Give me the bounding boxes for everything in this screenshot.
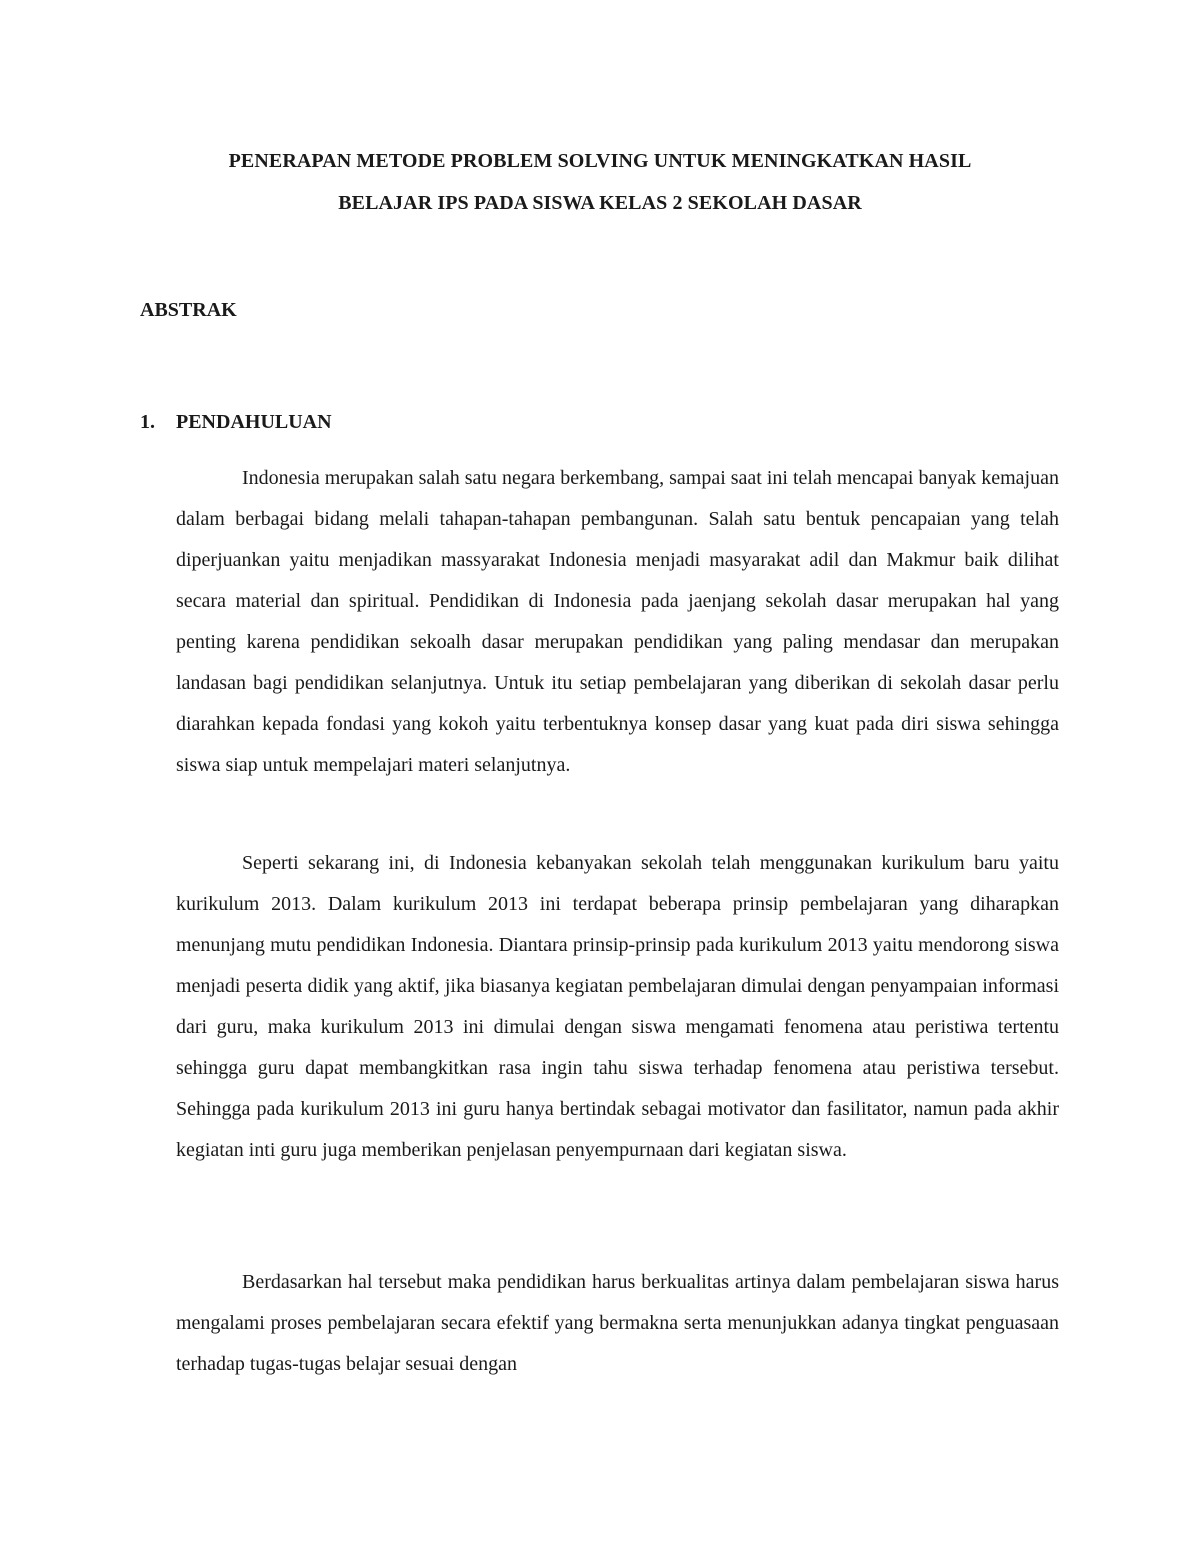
section-title: PENDAHULUAN	[176, 411, 332, 433]
title-line-2: BELAJAR IPS PADA SISWA KELAS 2 SEKOLAH DASAR	[338, 192, 862, 214]
section-heading	[140, 408, 332, 436]
paragraph-1: Indonesia merupakan salah satu negara berkembang, sampai saat ini telah mencapai banyak kemajuan dalam berbagai bidang melali tahapan-tahapan pembangunan. Salah satu bentuk pencapaian yang telah diperjuankan yaitu menjadikan massyarakat Indonesia menjadi masyarakat adil dan Makmur baik dilihat secara material dan spiritual. Pendidikan di Indonesia pada jaenjang sekolah dasar merupakan hal yang penting karena pendidikan sekoalh dasar merupakan pendidikan yang paling mendasar dan merupakan landasan bagi pendidikan selanjutnya. Untuk itu setiap pembelajaran yang diberikan di sekolah dasar perlu diarahkan kepada fondasi yang kokoh yaitu terbentuknya konsep dasar yang kuat pada diri siswa sehingga siswa siap untuk mempelajari materi selanjutnya.	[176, 467, 1059, 776]
section-number: 1.	[140, 411, 155, 433]
abstract-heading: ABSTRAK	[140, 299, 237, 321]
paragraph-3: Berdasarkan hal tersebut maka pendidikan harus berkualitas artinya dalam pembelajaran siswa harus mengalami proses pembelajaran secara efektif yang bermakna serta menunjukkan adanya tingkat penguasaan terhadap tugas-tugas belajar sesuai dengan	[176, 1271, 1059, 1375]
document-title	[140, 140, 1060, 224]
paragraph-2: Seperti sekarang ini, di Indonesia kebanyakan sekolah telah menggunakan kurikulum baru yaitu kurikulum 2013. Dalam kurikulum 2013 ini terdapat beberapa prinsip pembelajaran yang diharapkan menunjang mutu pendidikan Indonesia. Diantara prinsip-prinsip pada kurikulum 2013 yaitu mendorong siswa menjadi peserta didik yang aktif, jika biasanya kegiatan pembelajaran dimulai dengan penyampaian informasi dari guru, maka kurikulum 2013 ini dimulai dengan siswa mengamati fenomena atau peristiwa tertentu sehingga guru dapat membangkitkan rasa ingin tahu siswa terhadap fenomena atau peristiwa tersebut. Sehingga pada kurikulum 2013 ini guru hanya bertindak sebagai motivator dan fasilitator, namun pada akhir kegiatan inti guru juga memberikan penjelasan penyempurnaan dari kegiatan siswa.	[176, 852, 1059, 1161]
title-line-1: PENERAPAN METODE PROBLEM SOLVING UNTUK MENINGKATKAN HASIL	[228, 150, 972, 172]
